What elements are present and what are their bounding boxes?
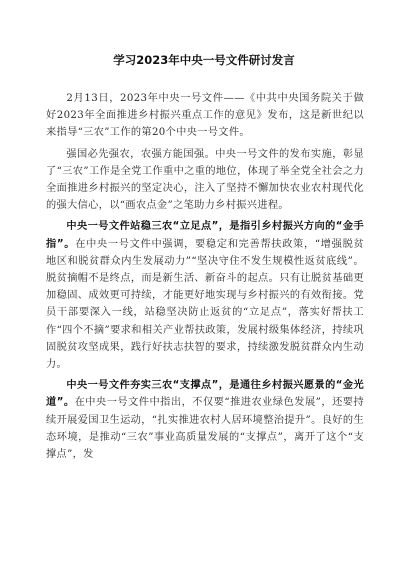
paragraph	[46, 146, 364, 215]
paragraph-lead-heading: 中央一号文件夯实三农“支撑点”，是通往乡村振兴愿景的“金光道”。	[46, 380, 364, 409]
paragraph	[46, 377, 364, 463]
paragraph	[46, 218, 364, 373]
paragraph-text: 在中央一号文件中强调，要稳定和完善帮扶政策，“增强脱贫地区和脱贫群众内生发展动力”“坚决守住不发生规模性返贫底线”。脱贫摘帽不是终点，而是新生活、新奋斗的起点。只有让脱贫基础更加稳固、成效更可持续，才能更好地实现与乡村振兴的有效衔接。党员干部要深入一线，站稳坚决防止返贫的“立足点”，落实好帮扶工作“四个不摘”要求和相关产业帮扶政策，发展村级集体经济，持续巩固脱贫攻坚成果，践行好扶志扶智的要求，持续激发脱贫群众内生动力。	[46, 238, 365, 371]
paragraph-text: 2月13日，2023年中央一号文件——《中共中央国务院关于做好2023年全面推进乡村振兴重点工作的意见》发布，这是新世纪以来指导“三农”工作的第20个中央一号文件。	[46, 93, 364, 139]
document-body	[46, 90, 364, 467]
paragraph-text: 强国必先强农，农强方能国强。中央一号文件的发布实施，彰显了“三农”工作是全党工作重中之重的地位，体现了举全党全社会之力全面推进乡村振兴的坚定决心，注入了坚持不懈加快农业农村现代化的强大信心，以“画农点金”之笔助力乡村振兴进程。	[46, 148, 364, 212]
document-title: 学习2023年中央一号文件研讨发言	[113, 53, 295, 67]
paragraph-lead-heading: 中央一号文件站稳三农“立足点”，是指引乡村振兴方向的“金手指”。	[46, 221, 364, 250]
paragraph-text: 在中央一号文件中指出，不仅要“推进农业绿色发展”，还要持续开展爱国卫生运动，“扎实推进农村人居环境整治提升”。良好的生态环境，是推动“三农”事业高质量发展的“支撑点”，离开了这个“支撑点”，发	[46, 397, 365, 461]
paragraph	[46, 90, 364, 142]
